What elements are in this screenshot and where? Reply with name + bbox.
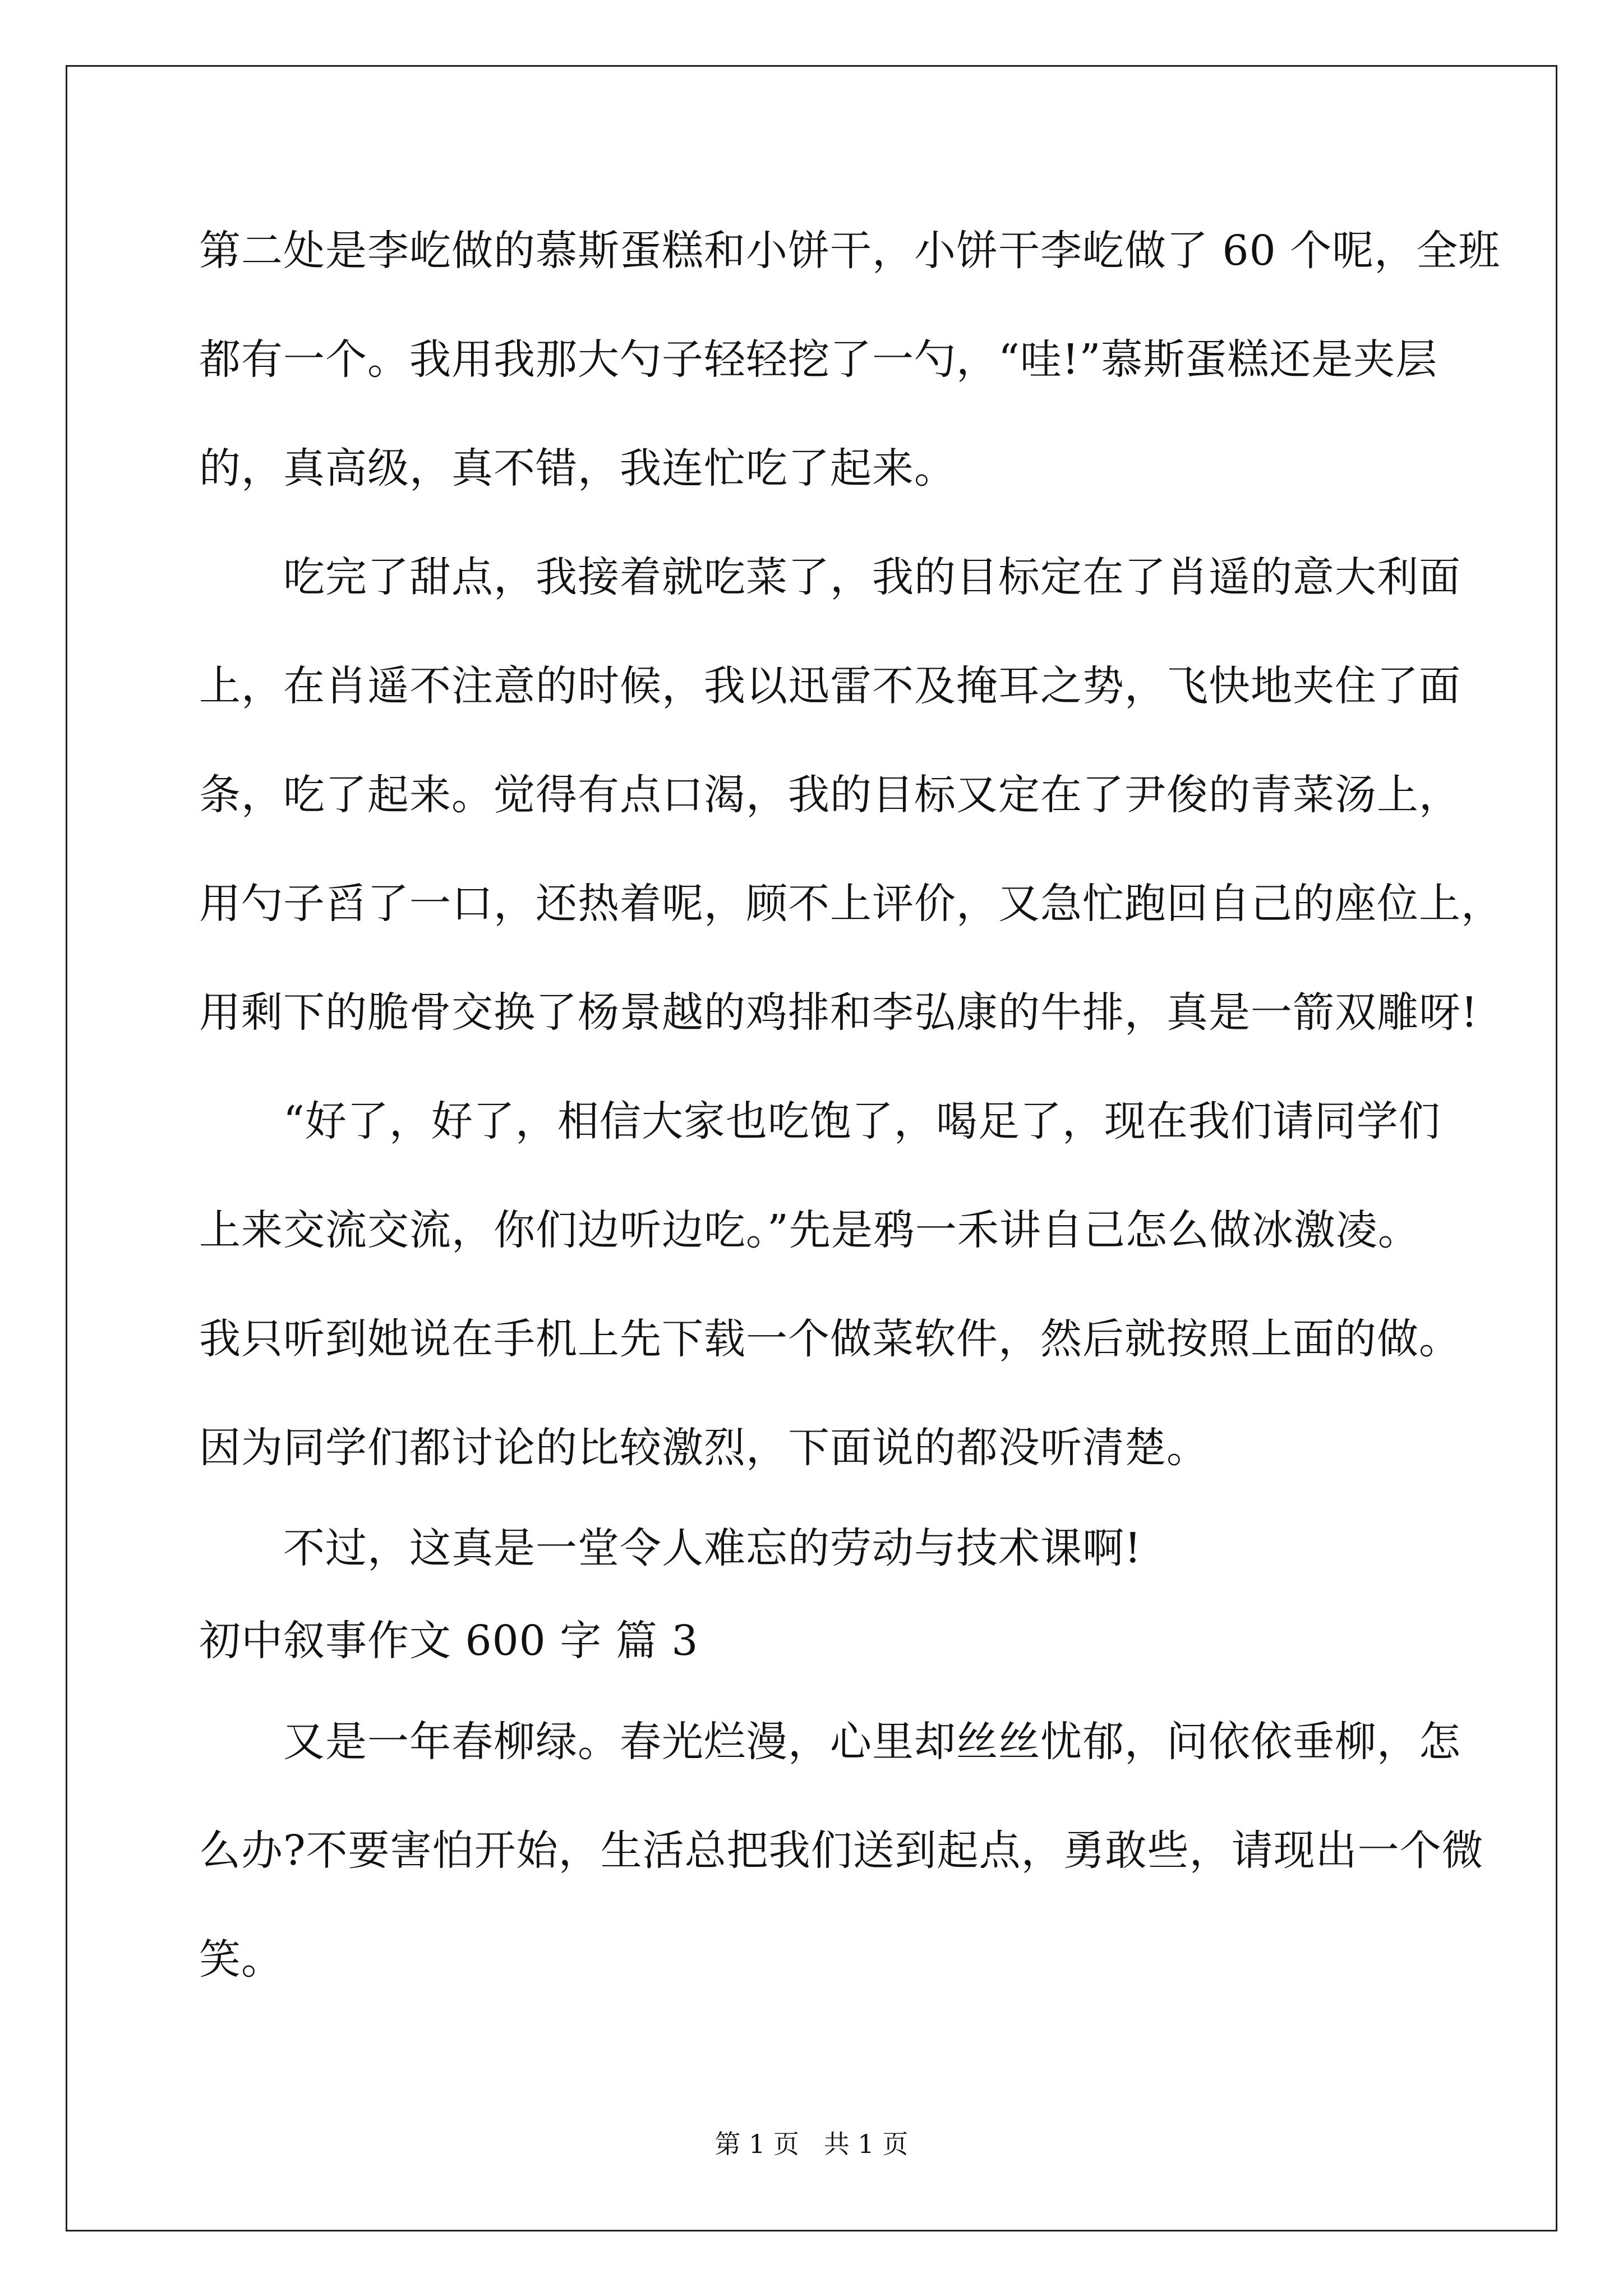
text-line: 笑。 — [199, 1935, 283, 1984]
document-body — [199, 196, 1503, 2014]
text-line: 么办?不要害怕开始，生活总把我们送到起点，勇敢些，请现出一个微 — [199, 1826, 1484, 1875]
text-line: 我只听到她说在手机上先下载一个做菜软件，然后就按照上面的做。 — [199, 1315, 1461, 1363]
text-line: 第二处是李屹做的慕斯蛋糕和小饼干，小饼干李屹做了 60 个呢，全班 — [199, 227, 1501, 275]
text-line: 的，真高级，真不错，我连忙吃了起来。 — [199, 444, 956, 493]
text-line: 不过，这真是一堂令人难忘的劳动与技术课啊! — [199, 1524, 1142, 1572]
text-line: 条，吃了起来。觉得有点口渴，我的目标又定在了尹俊的青菜汤上， — [199, 771, 1461, 819]
text-line: 又是一年春柳绿。春光烂漫，心里却丝丝忧郁，问依依垂柳，怎 — [199, 1718, 1461, 1766]
text-line: 上来交流交流，你们边听边吃。”先是鸦一禾讲自己怎么做冰激凌。 — [199, 1206, 1420, 1254]
text-line: 上，在肖遥不注意的时候，我以迅雷不及掩耳之势，飞快地夹住了面 — [199, 662, 1461, 710]
text-line: “好了，好了，相信大家也吃饱了，喝足了，现在我们请同学们 — [199, 1097, 1441, 1145]
text-line: 用勺子舀了一口，还热着呢，顾不上评价，又急忙跑回自己的座位上， — [199, 880, 1503, 928]
text-line: 都有一个。我用我那大勺子轻轻挖了一勺，“哇!”慕斯蛋糕还是夹层 — [199, 335, 1438, 384]
page-footer: 第 1 页 共 1 页 — [714, 2129, 909, 2159]
text-line: 因为同学们都讨论的比较激烈，下面说的都没听清楚。 — [199, 1424, 1209, 1472]
section-heading: 初中叙事作文 600 字 篇 3 — [199, 1617, 699, 1665]
text-line: 吃完了甜点，我接着就吃菜了，我的目标定在了肖遥的意大利面 — [199, 553, 1461, 601]
text-line: 用剩下的脆骨交换了杨景越的鸡排和李弘康的牛排，真是一箭双雕呀! — [199, 988, 1478, 1037]
